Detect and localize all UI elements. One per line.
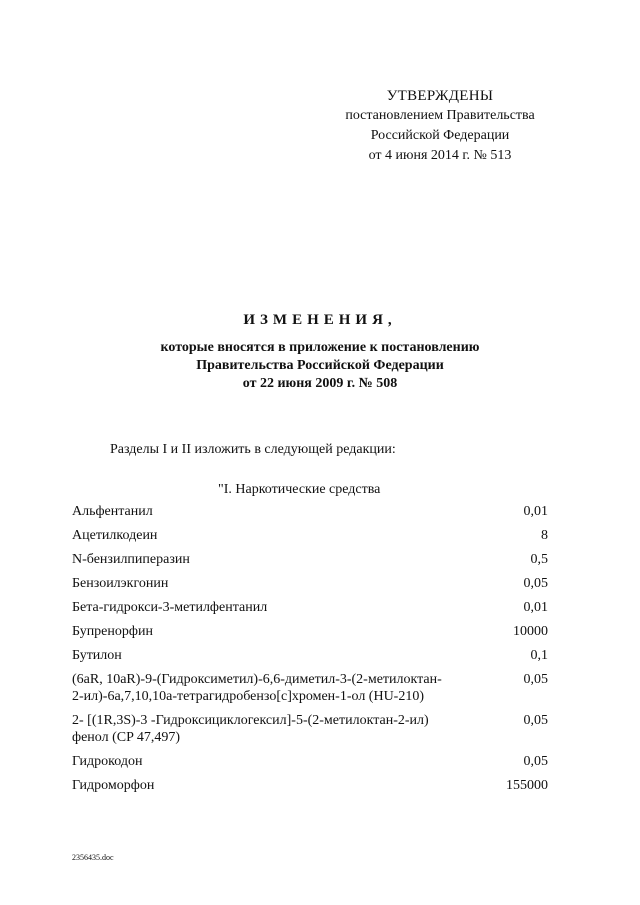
document-title: ИЗМЕНЕНИЯ, bbox=[243, 312, 397, 328]
table-row bbox=[72, 712, 550, 746]
table-row bbox=[72, 671, 550, 705]
substance-name: Бутилон bbox=[72, 648, 122, 663]
table-row bbox=[72, 599, 550, 616]
substance-name: Бупренорфин bbox=[72, 624, 153, 639]
subtitle-line-2: Правительства Российской Федерации bbox=[196, 358, 444, 373]
substance-name: Бензоилэкгонин bbox=[72, 576, 169, 591]
approval-line-3: от 4 июня 2014 г. № 513 bbox=[368, 148, 512, 163]
substance-name: N-бензилпиперазин bbox=[72, 552, 190, 567]
approval-line-1: постановлением Правительства bbox=[345, 108, 535, 123]
table-row bbox=[72, 753, 550, 770]
table-row bbox=[72, 551, 550, 568]
substance-value: 0,05 bbox=[523, 576, 548, 591]
substance-value: 10000 bbox=[513, 624, 548, 639]
substance-name: Альфентанил bbox=[72, 504, 153, 519]
document-subtitle bbox=[0, 339, 640, 393]
table-row bbox=[72, 503, 550, 520]
section-title: "I. Наркотические средства bbox=[218, 482, 381, 497]
substance-value: 0,05 bbox=[523, 713, 548, 728]
file-reference: 2356435.doc bbox=[72, 853, 114, 862]
approved-label: УТВЕРЖДЕНЫ bbox=[386, 88, 494, 104]
substance-value: 0,5 bbox=[530, 552, 548, 567]
substance-name: Гидрокодон bbox=[72, 754, 143, 769]
table-row bbox=[72, 777, 550, 794]
substance-value: 8 bbox=[541, 528, 548, 543]
substance-name: Бета-гидрокси-3-метилфентанил bbox=[72, 600, 268, 615]
substance-name: (6aR, 10aR)-9-(Гидроксиметил)-6,6-диметил-3-(2-метилоктан- 2-ил)-6a,7,10,10a-тетрагидробензо[c]хромен-1-ол (HU-210) bbox=[72, 672, 442, 704]
substance-name: 2- [(1R,3S)-3 -Гидроксициклогексил]-5-(2-метилоктан-2-ил) фенол (CP 47,497) bbox=[72, 713, 429, 745]
table-row bbox=[72, 575, 550, 592]
substance-value: 0,01 bbox=[523, 504, 548, 519]
substance-value: 0,1 bbox=[530, 648, 548, 663]
substance-name: Ацетилкодеин bbox=[72, 528, 158, 543]
substance-value: 0,05 bbox=[523, 754, 548, 769]
subtitle-line-1: которые вносятся в приложение к постановлению bbox=[160, 340, 480, 355]
substances-table bbox=[72, 503, 550, 801]
substance-value: 155000 bbox=[506, 778, 548, 793]
approval-line-2: Российской Федерации bbox=[370, 128, 510, 143]
approval-block bbox=[330, 86, 550, 166]
table-row bbox=[72, 527, 550, 544]
table-row bbox=[72, 647, 550, 664]
table-row bbox=[72, 623, 550, 640]
substance-name: Гидроморфон bbox=[72, 778, 155, 793]
subtitle-line-3: от 22 июня 2009 г. № 508 bbox=[242, 376, 398, 391]
substance-value: 0,01 bbox=[523, 600, 548, 615]
substance-value: 0,05 bbox=[523, 672, 548, 687]
intro-paragraph: Разделы I и II изложить в следующей редакции: bbox=[110, 442, 396, 457]
